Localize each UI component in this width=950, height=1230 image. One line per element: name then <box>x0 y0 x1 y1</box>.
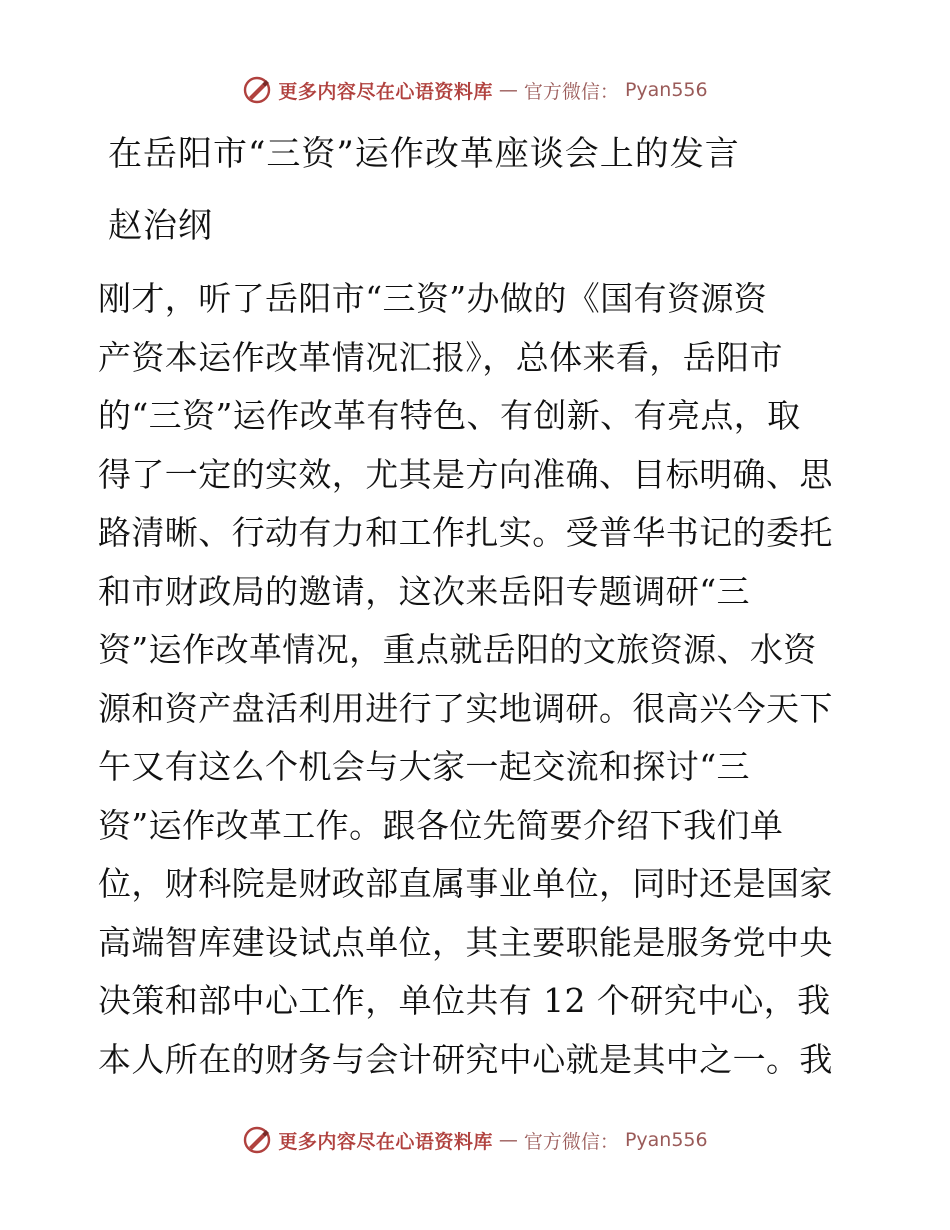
body-line: 资”运作改革工作。跟各位先简要介绍下我们单 <box>98 805 784 845</box>
document-author: 赵治纲 <box>108 206 213 246</box>
body-line: 的“三资”运作改革有特色、有创新、有亮点，取 <box>98 396 801 435</box>
banner-separator: — <box>498 79 518 101</box>
banner-separator: — <box>498 1129 518 1151</box>
body-line: 和市财政局的邀请，这次来岳阳专题调研“三 <box>98 571 750 611</box>
body-line: 路清晰、行动有力和工作扎实。受普华书记的委托 <box>98 513 833 552</box>
banner-site-text: 更多内容尽在心语资料库 <box>278 1130 493 1153</box>
pen-logo-icon <box>242 1125 272 1155</box>
body-line: 高端智库建设试点单位，其主要职能是服务党中央 <box>98 922 833 962</box>
body-line: 决策和部中心工作，单位共有 12 个研究中心，我 <box>98 981 831 1020</box>
pen-logo-icon <box>242 75 272 105</box>
body-line: 午又有这么个机会与大家一起交流和探讨“三 <box>98 747 750 786</box>
footer-banner <box>0 1120 950 1160</box>
document-title: 在岳阳市“三资”运作改革座谈会上的发言 <box>108 134 740 174</box>
body-line: 位，财科院是财政部直属事业单位，同时还是国家 <box>98 864 833 903</box>
body-line: 资”运作改革情况，重点就岳阳的文旅资源、水资 <box>98 630 817 669</box>
body-line: 本人所在的财务与会计研究中心就是其中之一。我 <box>98 1039 833 1079</box>
banner-wechat-label: 官方微信： <box>523 1130 619 1153</box>
body-line: 刚才，听了岳阳市“三资”办做的《国有资源资 <box>98 279 768 318</box>
body-line: 源和资产盘活利用进行了实地调研。很高兴今天下 <box>98 688 833 728</box>
banner-wechat-id: Pyan556 <box>624 1129 708 1151</box>
banner-wechat-id: Pyan556 <box>624 79 708 101</box>
header-banner <box>0 70 950 110</box>
document-body <box>98 270 850 1089</box>
banner-wechat-label: 官方微信： <box>523 80 619 103</box>
body-line: 得了一定的实效，尤其是方向准确、目标明确、思 <box>98 454 833 494</box>
body-line: 产资本运作改革情况汇报》，总体来看，岳阳市 <box>98 337 783 377</box>
banner-site-text: 更多内容尽在心语资料库 <box>278 80 493 103</box>
